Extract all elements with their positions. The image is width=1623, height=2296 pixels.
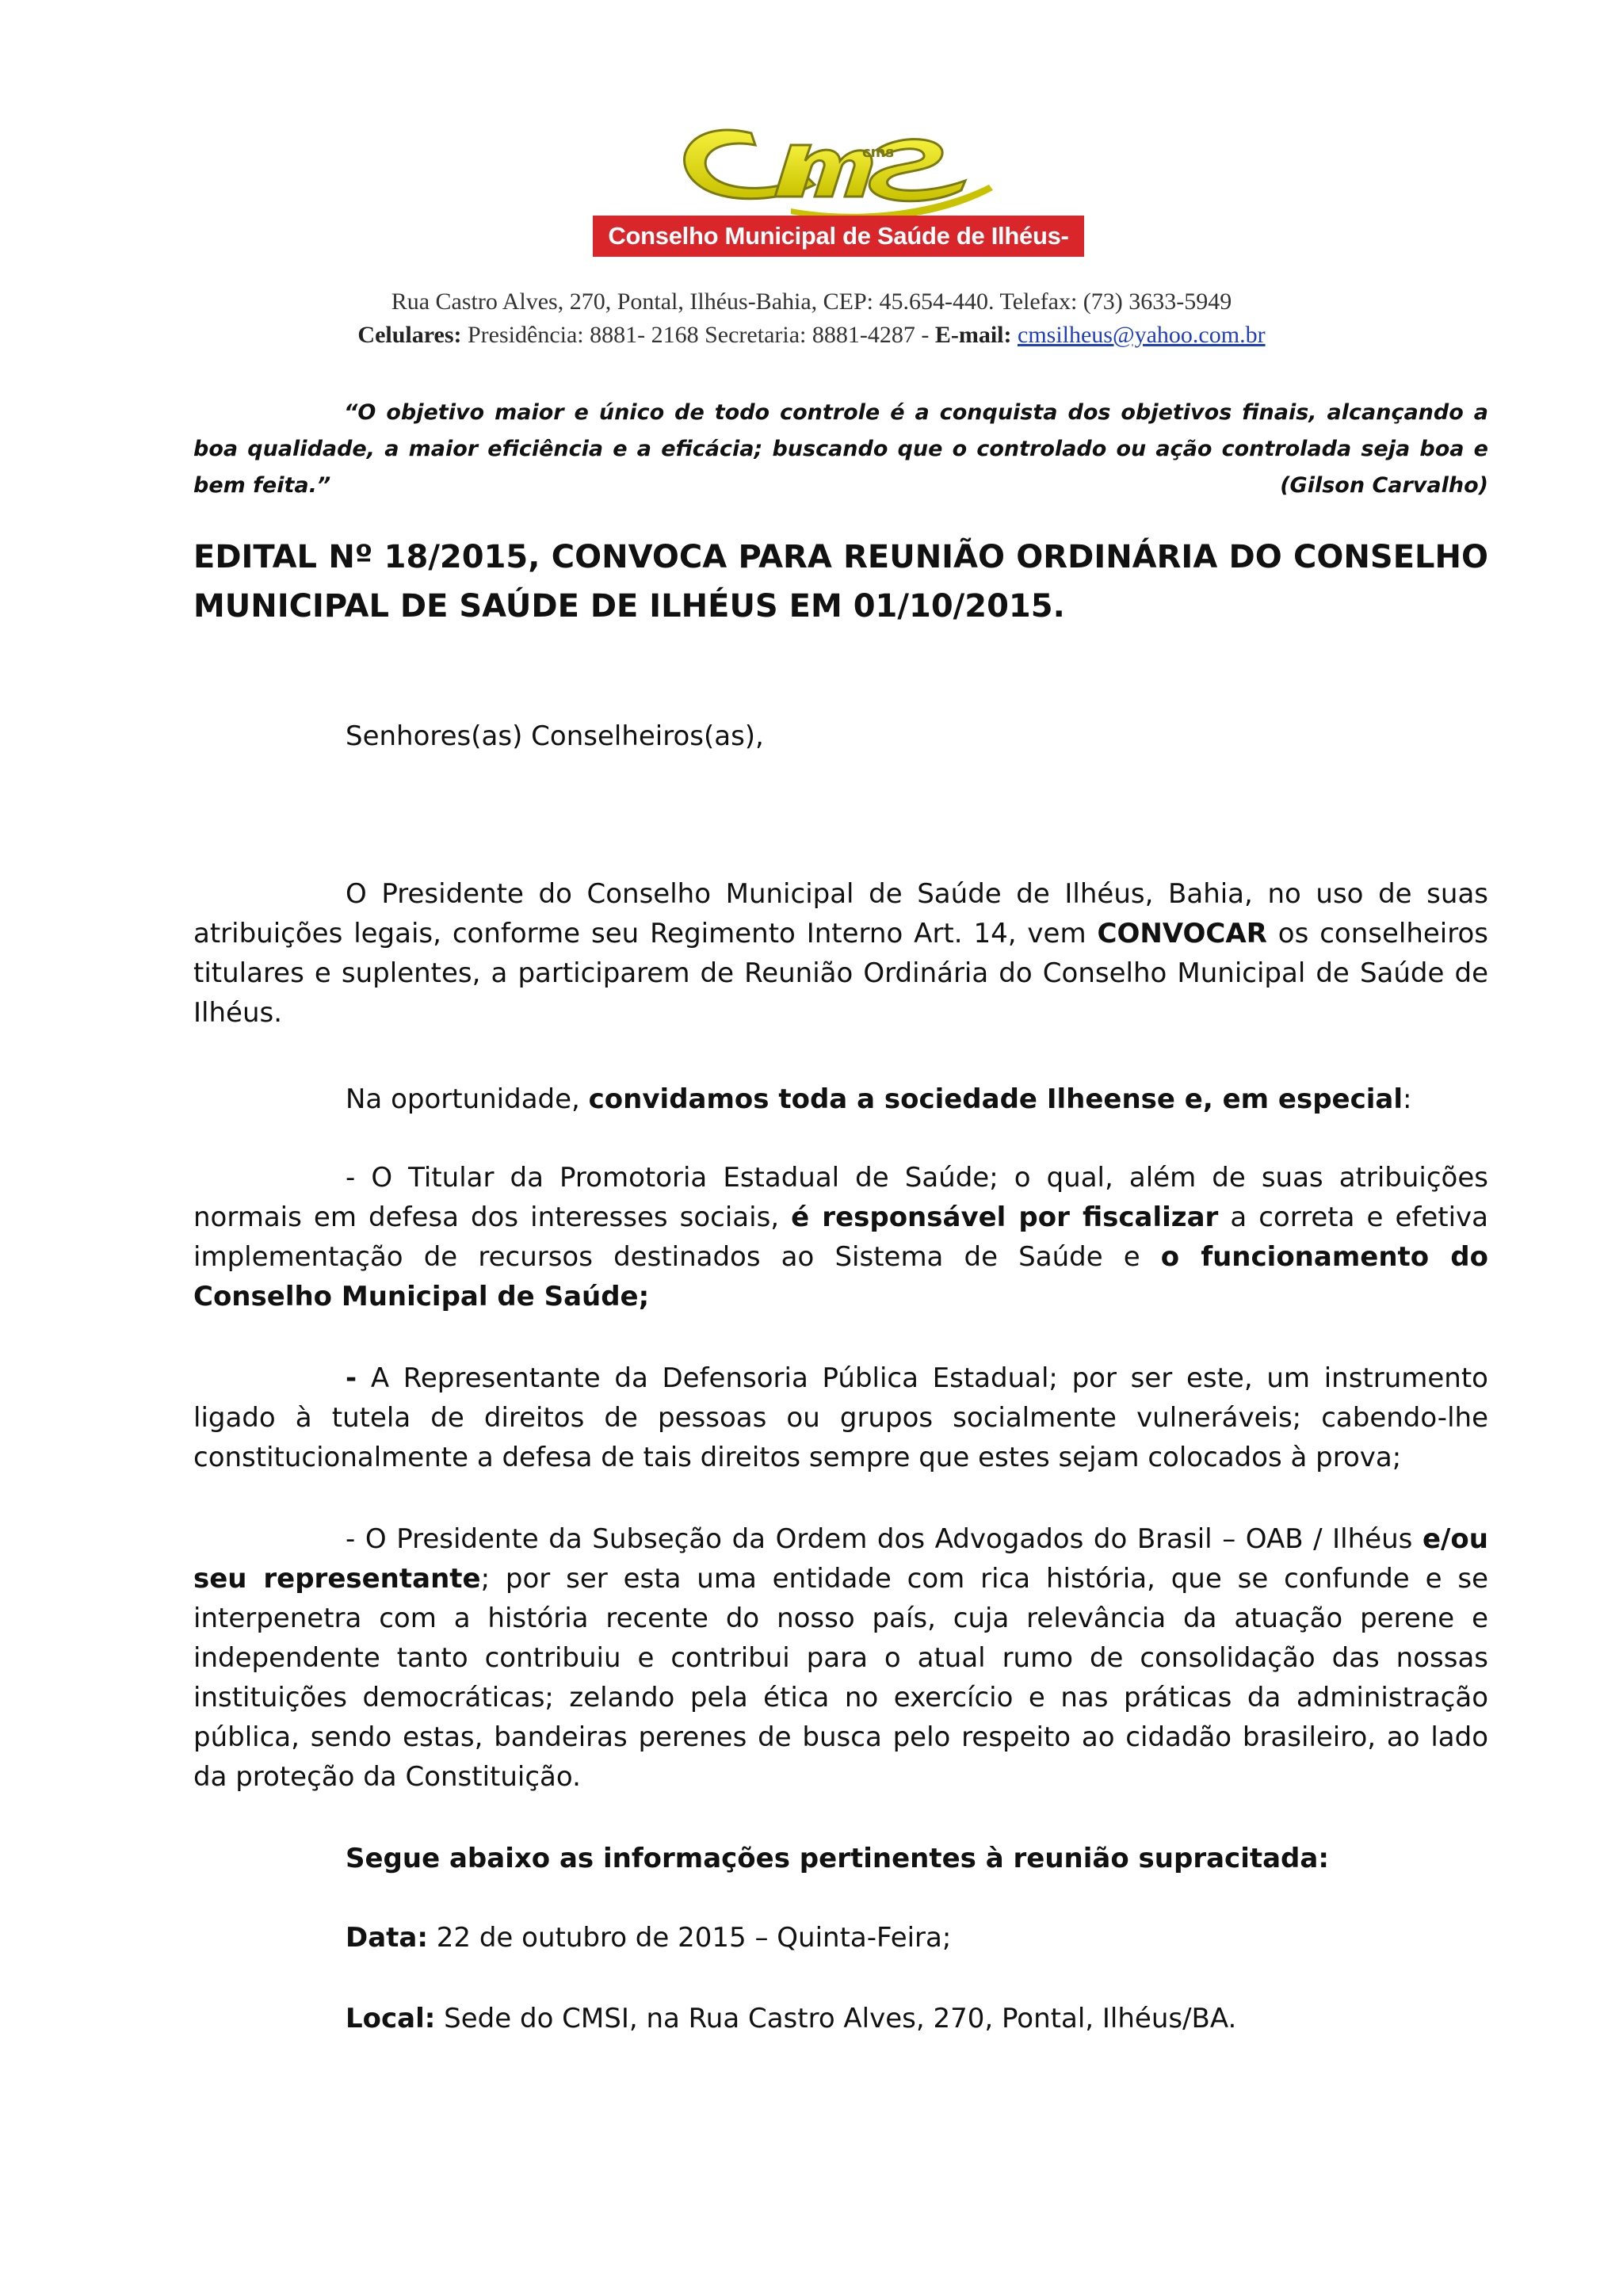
p2-bold: convidamos toda a sociedade Ilheense e, em especial: [588, 1083, 1403, 1115]
meeting-info-heading-text: Segue abaixo as informações pertinentes à reunião supracitada:: [346, 1843, 1329, 1874]
paragraph-invitation: [193, 1079, 1488, 1119]
meeting-info-heading: [193, 1839, 1623, 1878]
phones-label: Celulares:: [357, 322, 462, 348]
email-link[interactable]: cmsilheus@yahoo.com.br: [1018, 322, 1266, 348]
date-label: Data:: [346, 1922, 428, 1954]
paragraph-convocation: [193, 874, 1488, 1033]
p4-text: A Representante da Defensoria Pública Estadual; por ser este, um instrumento ligado à tutela de direitos de pessoas ou grupos socialmente vulneráveis; cabendo-lhe constitucionalmente a defesa de tais direitos sempre que estes sejam colocados à prova;: [193, 1362, 1488, 1473]
email-label: E-mail:: [934, 322, 1012, 348]
p3-bold-1: é responsável por fiscalizar: [791, 1201, 1219, 1233]
address-line: Rua Castro Alves, 270, Pontal, Ilhéus-Bahia, CEP: 45.654-440. Telefax: (73) 3633-5949: [391, 288, 1232, 315]
cms-logo-graphic: [593, 101, 1084, 220]
p1-text-c: os conselheiros titulares e suplentes, a participarem de Reunião Ordinária do Conselho Municipal de Saúde de Ilhéus.: [193, 918, 1488, 1029]
epigraph-author: (Gilson Carvalho): [1280, 473, 1488, 498]
p1-text-a: O Presidente do Conselho Municipal de Saúde de Ilhéus, Bahia, no uso de suas atribuições legais, conforme seu Regimento Interno Art. 14, vem: [193, 878, 1488, 949]
p3-text-c: a correta e efetiva implementação de recursos destinados ao Sistema de Saúde e: [193, 1201, 1488, 1273]
contact-line: [0, 322, 1623, 349]
greeting: Senhores(as) Conselheiros(as),: [346, 720, 764, 752]
p4-dash: -: [346, 1362, 357, 1394]
meeting-location: [193, 1999, 1623, 2038]
logo-letters: cms: [862, 144, 895, 161]
council-logo: [593, 101, 1084, 291]
location-value: Sede do CMSI, na Rua Castro Alves, 270, Pontal, Ilhéus/BA.: [435, 2003, 1237, 2034]
p2-text-a: Na oportunidade,: [346, 1083, 589, 1115]
p5-bold: e/ou seu representante: [193, 1523, 1488, 1595]
paragraph-defensoria: [193, 1358, 1488, 1477]
p5-text-a: - O Presidente da Subseção da Ordem dos Advogados do Brasil – OAB / Ilhéus: [346, 1523, 1423, 1555]
p1-bold: CONVOCAR: [1097, 918, 1267, 949]
location-label: Local:: [346, 2003, 436, 2034]
paragraph-promotoria: [193, 1158, 1488, 1316]
p2-text-c: :: [1403, 1083, 1412, 1115]
paragraph-oab: [193, 1519, 1488, 1797]
epigraph-quote: “O objetivo maior e único de todo controle é a conquista dos objetivos finais, alcançando a boa qualidade, a maior eficiência e a eficácia; buscando que o controlado ou ação controlada seja boa e bem feita.”: [193, 400, 1488, 498]
logo-banner: Conselho Municipal de Saúde de Ilhéus-Bahia: [593, 216, 1084, 257]
p3-text-a: - O Titular da Promotoria Estadual de Saúde; o qual, além de suas atribuições normais em defesa dos interesses sociais,: [193, 1162, 1488, 1233]
edital-title: EDITAL Nº 18/2015, CONVOCA PARA REUNIÃO ORDINÁRIA DO CONSELHO MUNICIPAL DE SAÚDE DE ILHÉUS EM 01/10/2015.: [193, 539, 1488, 625]
meeting-date: [193, 1918, 1623, 1958]
phones-text: Presidência: 8881- 2168 Secretaria: 8881-4287 -: [461, 322, 935, 348]
p5-text-c: ; por ser esta uma entidade com rica história, que se confunde e se interpenetra com a história recente do nosso país, cuja relevância da atuação perene e independente tanto contribuiu e contribui para o atual rumo de consolidação das nossas instituições democráticas; zelando pela ética no exercício e nas práticas da administração pública, sendo estas, bandeiras perenes de busca pelo respeito ao cidadão brasileiro, ao lado da proteção da Constituição.: [193, 1563, 1489, 1793]
p3-bold-2: o funcionamento do Conselho Municipal de Saúde;: [193, 1241, 1488, 1312]
date-value: 22 de outubro de 2015 – Quinta-Feira;: [427, 1922, 952, 1954]
